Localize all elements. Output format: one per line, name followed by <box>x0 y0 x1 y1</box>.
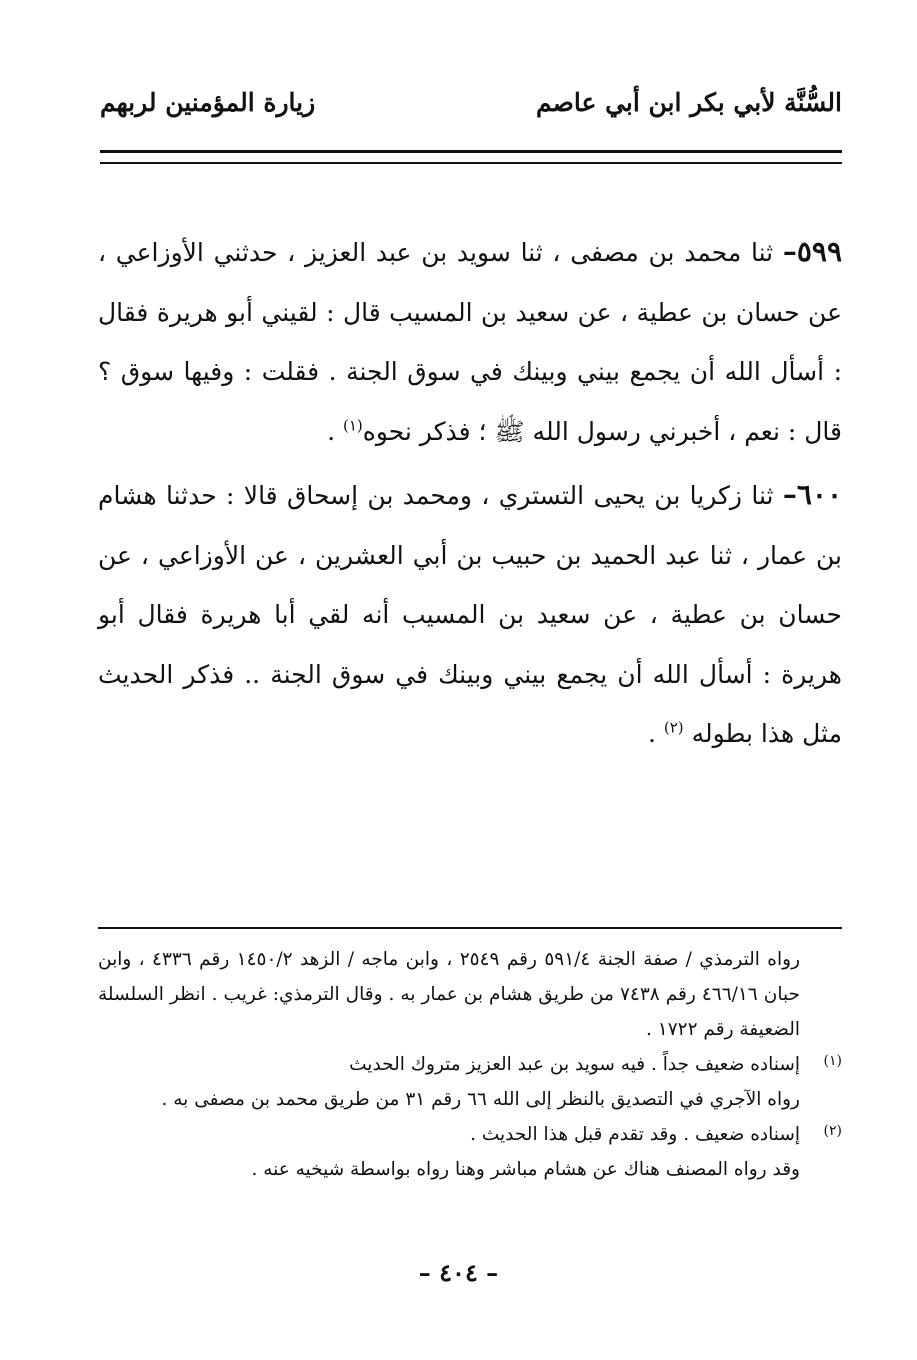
hadith-text: ثنا زكريا بن يحيى التستري ، ومحمد بن إسحاق قالا : حدثنا هشام بن عمار ، ثنا عبد الحميد بن حبيب بن أبي العشرين ، عن الأوزاعي ، عن حسان بن عطية ، عن سعيد بن المسيب أنه لقي أبا هريرة فقال أبو هريرة : أسأل الله أن يجمع بيني وبينك في سوق الجنة .. فذكر الحديث مثل هذا بطوله <box>98 481 842 748</box>
footnote-reference: (٢) <box>663 718 684 737</box>
footnote-intro: رواه الترمذي / صفة الجنة ٥٩١/٤ رقم ٢٥٤٩ ، وابن ماجه / الزهد ١٤٥٠/٢ رقم ٤٣٣٦ ، وابن حبان ٤٦٦/١٦ رقم ٧٤٣٨ من طريق هشام بن عمار به . وقال الترمذي: غريب . انظر السلسلة الضعيفة رقم ١٧٢٢ . <box>98 949 801 1040</box>
footnotes <box>98 942 842 1187</box>
hadith-599 <box>98 222 842 461</box>
running-header <box>100 82 842 122</box>
hadith-end: . <box>647 719 664 748</box>
hadith-number: ٥٩٩ <box>796 235 842 268</box>
footnote-body <box>98 1047 800 1117</box>
main-text <box>98 222 842 764</box>
chapter-title: زيارة المؤمنين لربهم <box>100 87 316 117</box>
footnote-reference: (١) <box>342 416 363 435</box>
footnote-line: وقد رواه المصنف هناك عن هشام مباشر وهنا رواه بواسطة شيخيه عنه . <box>251 1159 800 1180</box>
header-rule-thin <box>100 162 842 164</box>
hadith-text: ثنا محمد بن مصفى ، ثنا سويد بن عبد العزيز ، حدثني الأوزاعي ، عن حسان بن عطية ، عن سعيد بن المسيب قال : لقيني أبو هريرة فقال : أسأل الله أن يجمع بيني وبينك في سوق الجنة . فقلت : وفيها سوق ؟ قال : نعم ، أخبرني رسول الله ﷺ ؛ فذكر نحوه <box>98 238 842 446</box>
hadith-number: ٦٠٠ <box>796 478 842 511</box>
footnote-marker: (١) <box>823 1053 842 1069</box>
book-title: السُّنَّة لأبي بكر ابن أبي عاصم <box>535 87 842 117</box>
footnote-2 <box>98 1117 842 1187</box>
hadith-dash: – <box>782 478 797 511</box>
footnote-line: إسناده ضعيف جداً . فيه سويد بن عبد العزيز متروك الحديث <box>349 1054 800 1075</box>
footnote-separator <box>98 927 842 929</box>
header-rule-thick <box>100 150 842 153</box>
footnote-line: رواه الآجري في التصديق بالنظر إلى الله ٦٦ رقم ٣١ من طريق محمد بن مصفى به . <box>161 1089 800 1110</box>
footnote-1 <box>98 1047 842 1117</box>
hadith-end: . <box>327 416 343 446</box>
hadith-600 <box>98 465 842 764</box>
hadith-dash: – <box>782 235 797 268</box>
page-number: – ٤٠٤ – <box>418 1258 499 1287</box>
footnote-line: إسناده ضعيف . وقد تقدم قبل هذا الحديث . <box>470 1124 800 1145</box>
footnote-body <box>98 1117 800 1187</box>
footnote-marker: (٢) <box>823 1123 842 1139</box>
